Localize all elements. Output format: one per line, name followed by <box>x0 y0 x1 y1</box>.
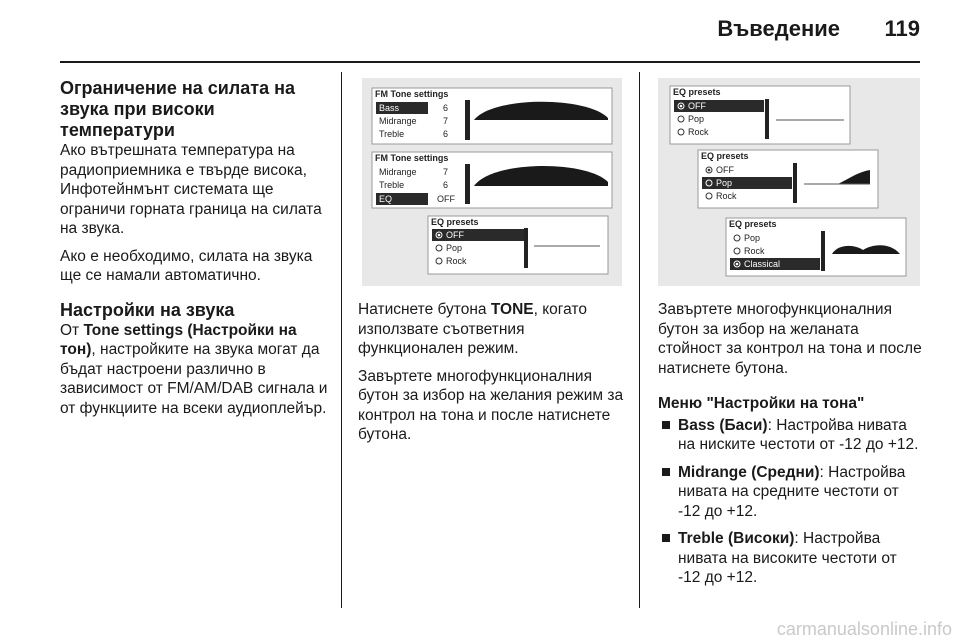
row-label: Midrange <box>379 167 417 177</box>
row-value: OFF <box>437 194 455 204</box>
figure-tone-settings <box>362 78 622 286</box>
paragraph: Ако е необходимо, силата на звука ще се намали автоматично. <box>60 247 313 284</box>
page-number: 119 <box>884 16 920 41</box>
row-label: Bass <box>379 103 400 113</box>
paragraph: Ако вътрешната температура на радиоприемника е твърде висока, Инфотейнмънт системата ще ограничи горната граница на силата на звука. <box>60 142 322 237</box>
panel-title: EQ presets <box>701 151 749 161</box>
chapter-title: Въведение <box>717 16 840 41</box>
figure-eq-presets <box>658 78 920 286</box>
row-label: Treble <box>379 129 405 139</box>
preset-label: Pop <box>446 243 463 253</box>
paragraph: Натиснете бутона TONE, когато използвате съответния функционален режим. <box>358 301 587 357</box>
preset-label: Pop <box>744 233 761 243</box>
list-item: Treble (Високи): Настройва нивата на високите честоти от -12 до +12. <box>658 529 922 588</box>
row-value: 7 <box>443 116 449 126</box>
preset-label: OFF <box>688 101 706 111</box>
preset-label: Pop <box>688 114 705 124</box>
row-label: EQ <box>379 194 393 204</box>
preset-label: Rock <box>688 127 709 137</box>
list-item: Bass (Баси): Настройва нивата на ниските честоти от -12 до +12. <box>658 416 922 455</box>
preset-label: OFF <box>716 165 734 175</box>
page-header <box>0 0 960 60</box>
column-2 <box>358 300 630 453</box>
menu-heading: Меню "Настройки на тона" <box>658 395 865 412</box>
section-heading-temperature: Ограничение на силата на звука при високи температури <box>60 78 295 140</box>
column-1 <box>60 78 332 426</box>
figure-tone-settings-svg <box>362 78 622 286</box>
paragraph: Завъртете многофункционалния бутон за избор на желаната стойност за контрол на тона и после натиснете бутона. <box>658 301 922 377</box>
preset-label: OFF <box>446 230 464 240</box>
row-value: 7 <box>443 167 449 177</box>
paragraph: От Tone settings (Настройки на тон), настройките на звука могат да бъдат настроени различно в зависимост от FM/AM/DAB сигнала и от функциите на всеки аудиоплейър. <box>60 321 328 417</box>
figure-eq-presets-svg <box>658 78 920 286</box>
column-3 <box>658 300 922 596</box>
list-item: Midrange (Средни): Настройва нивата на средните честоти от -12 до +12. <box>658 463 922 522</box>
watermark: carmanualsonline.info <box>776 619 952 639</box>
panel-title: EQ presets <box>431 217 479 227</box>
preset-label: Rock <box>744 246 765 256</box>
tone-menu-list <box>658 416 922 588</box>
column-divider-2 <box>639 72 640 608</box>
row-value: 6 <box>443 129 449 139</box>
section-heading-sound-settings: Настройки на звука <box>60 299 235 320</box>
row-value: 6 <box>443 103 449 113</box>
row-label: Treble <box>379 180 405 190</box>
preset-label: Pop <box>716 178 733 188</box>
column-divider-1 <box>341 72 342 608</box>
panel-title: EQ presets <box>673 87 721 97</box>
preset-label: Rock <box>446 256 467 266</box>
preset-label: Classical <box>744 259 781 269</box>
panel-title: FM Tone settings <box>375 153 449 163</box>
panel-title: FM Tone settings <box>375 89 449 99</box>
paragraph: Завъртете многофункционалния бутон за избор на желания режим за контрол на тона и после натиснете бутона. <box>358 367 624 443</box>
header-divider <box>60 61 920 63</box>
row-label: Midrange <box>379 116 417 126</box>
panel-title: EQ presets <box>729 219 777 229</box>
row-value: 6 <box>443 180 449 190</box>
preset-label: Rock <box>716 191 737 201</box>
